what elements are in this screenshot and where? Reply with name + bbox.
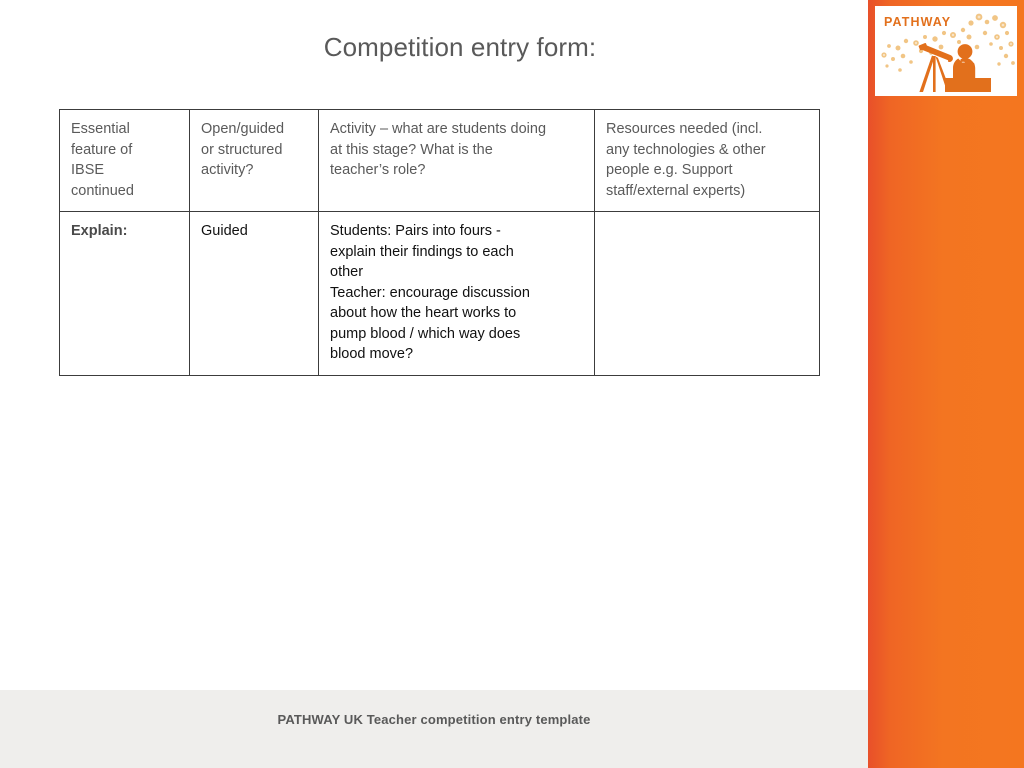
header-line: people e.g. Support xyxy=(606,162,733,178)
cell-resources[interactable] xyxy=(595,212,820,376)
cell-feature[interactable]: Explain: xyxy=(60,212,190,376)
footer-band xyxy=(0,690,868,768)
header-line: or structured xyxy=(201,141,283,158)
activity-line: Teacher: encourage discussion xyxy=(330,284,530,301)
header-line: any technologies & other xyxy=(606,141,766,158)
footer-text: PATHWAY UK Teacher competition entry template xyxy=(277,712,591,727)
header-line: Resources needed (incl. xyxy=(606,121,763,137)
header-cell-activity xyxy=(319,110,595,212)
activity-line: blood move? xyxy=(330,346,414,362)
header-line: activity? xyxy=(201,162,254,178)
header-line: continued xyxy=(71,182,134,199)
table-header-row xyxy=(60,110,820,212)
header-line: feature of xyxy=(71,141,133,158)
table-row xyxy=(60,212,820,376)
activity-line: other xyxy=(330,264,364,280)
header-line: Activity – what are students doing xyxy=(330,121,547,137)
header-cell-feature xyxy=(60,110,190,212)
header-cell-mode xyxy=(190,110,319,212)
cell-activity[interactable] xyxy=(319,212,595,376)
activity-line: Students: Pairs into fours - xyxy=(330,223,501,239)
header-line: IBSE xyxy=(71,162,105,178)
header-line: Essential xyxy=(71,121,130,137)
header-line: teacher’s role? xyxy=(330,162,426,178)
header-line: at this stage? What is the xyxy=(330,141,493,158)
logo-wordmark: PATHWAY xyxy=(884,15,952,29)
cell-mode[interactable]: Guided xyxy=(190,212,319,376)
header-cell-resources xyxy=(595,110,820,212)
activity-line: pump blood / which way does xyxy=(330,325,521,342)
pathway-logo xyxy=(875,6,1017,96)
competition-entry-table xyxy=(59,109,820,376)
activity-line: explain their findings to each xyxy=(330,243,514,260)
page-title: Competition entry form: xyxy=(323,32,597,62)
header-line: Open/guided xyxy=(201,121,285,137)
header-line: staff/external experts) xyxy=(606,182,746,199)
orange-sidebar xyxy=(868,0,1024,768)
activity-line: about how the heart works to xyxy=(330,305,517,321)
